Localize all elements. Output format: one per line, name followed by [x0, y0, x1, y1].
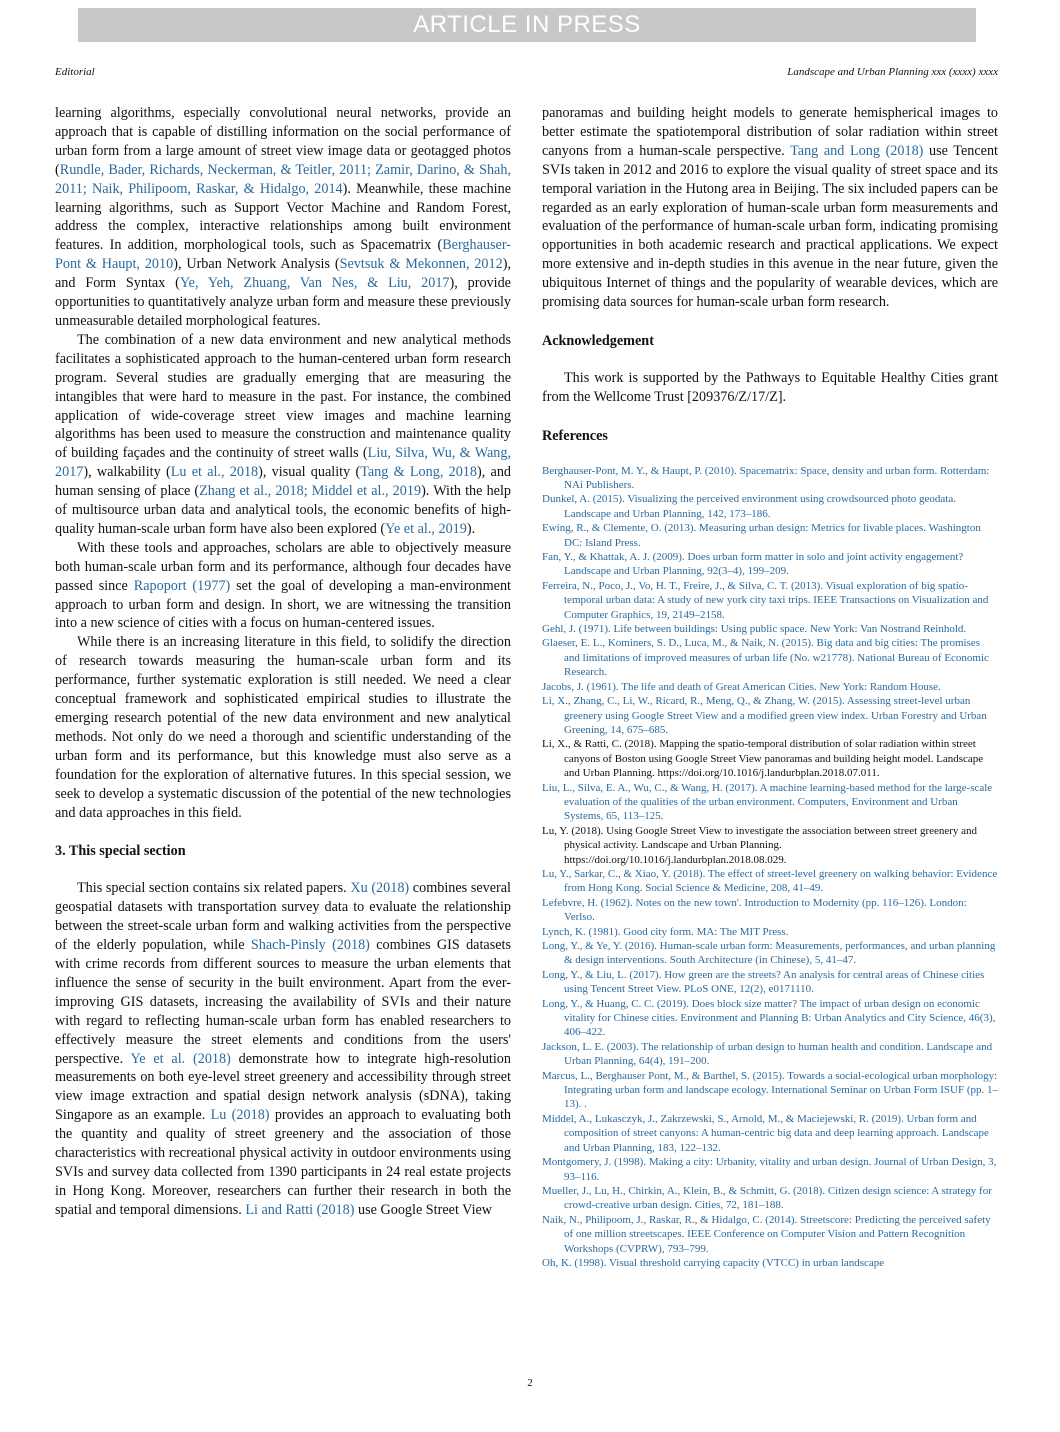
- text-run: This special section contains six related papers.: [77, 880, 351, 897]
- reference-item[interactable]: Glaeser, E. L., Kominers, S. D., Luca, M., & Naik, N. (2015). Big data and big cities: The promises and limitations of improved measures of urban life (No. w21778). National Bureau of Economic Research.: [542, 637, 989, 679]
- section-heading: 3. This special section: [55, 843, 186, 860]
- reference-item[interactable]: Berghauser-Pont, M. Y., & Haupt, P. (2010). Spacematrix: Space, density and urban form. Rotterdam: NAi Publishers.: [542, 464, 990, 491]
- reference-item: Li, X., & Ratti, C. (2018). Mapping the spatio-temporal distribution of solar radiation within street canyons of Boston using Google Street View panoramas and building height model. Landscape and Urban Planning. https://doi.org/10.1016/j.landurbplan.2018.07.011.: [542, 738, 984, 780]
- page-number: 2: [527, 1377, 533, 1389]
- reference-item[interactable]: Jackson, L. E. (2003). The relationship of urban design to human health and condition. Landscape and Urban Planning, 64(4), 191–200.: [542, 1040, 993, 1068]
- article-in-press-banner: ARTICLE IN PRESS: [78, 8, 976, 42]
- left-column: [55, 104, 511, 1220]
- reference-item[interactable]: Lefebvre, H. (1962). Notes on the new town'. Introduction to Modernity (pp. 116–126). London: Verlso.: [542, 896, 967, 924]
- text-run: ), and human sensing of place (: [55, 464, 512, 500]
- citation-link[interactable]: Tang and Long (2018): [790, 142, 924, 159]
- text-run: ), Urban Network Analysis (: [173, 256, 340, 273]
- text-run: panoramas and building height models to generate hemispherical images to better estimate the spatiotemporal distribution of solar radiation within street canyons from a human-scale perspective.: [542, 105, 998, 159]
- text-run: ), provide opportunities to quantitatively analyze urban form and measure these previously unmeasurable detailed morphological features.: [55, 275, 511, 329]
- reference-list: [542, 464, 998, 1271]
- text-run: The combination of a new data environment and new analytical methods facilitates a sophisticated approach to the human-centered urban form research program. Several studies are gradually emerging that are measuring the intangibles that were hard to measure in the past. For instance, the combined application of wide-coverage street view images and machine learning algorithms has been used to measure the construction and maintenance quality of building façades and the continuity of street walls (: [55, 331, 511, 462]
- citation-link[interactable]: Rapoport (1977): [133, 577, 231, 594]
- reference-item[interactable]: Lu, Y., Sarkar, C., & Xiao, Y. (2018). The effect of street-level greenery on walking behavior: Evidence from Hong Kong. Social Science & Medicine, 208, 41–49.: [542, 867, 998, 895]
- text-run: ), walkability (: [83, 464, 171, 481]
- reference-item[interactable]: Middel, A., Lukasczyk, J., Zakrzewski, S., Arnold, M., & Maciejewski, R. (2019). Urban form and composition of street canyons: A human-centric big data and deep learning approach. Landscape and Urban Planning, 183, 122–132.: [542, 1112, 989, 1154]
- reference-item[interactable]: Oh, K. (1998). Visual threshold carrying capacity (VTCC) in urban landscape: [542, 1256, 885, 1269]
- reference-item[interactable]: Gehl, J. (1971). Life between buildings: Using public space. New York: Van Nostrand Reinhold.: [542, 623, 967, 636]
- text-run: learning algorithms, especially convolutional neural networks, provide an approach that is capable of distilling information on the social performance of urban form from a large amount of street view image data or geotagged photos (: [55, 105, 511, 178]
- citation-link[interactable]: Liu, Silva, Wu, & Wang, 2017: [55, 445, 511, 481]
- citation-link[interactable]: Berghauser-Pont & Haupt, 2010: [55, 237, 511, 273]
- paragraph: [55, 331, 511, 539]
- text-run: use Google Street View: [354, 1201, 493, 1218]
- reference-item: Lu, Y. (2018). Using Google Street View to investigate the association between street greenery and physical activity. Landscape and Urban Planning. https://doi.org/10.1016/j.landurbplan.2018.08.029.: [542, 824, 978, 866]
- reference-item[interactable]: Liu, L., Silva, E. A., Wu, C., & Wang, H. (2017). A machine learning-based method for the large-scale evaluation of the qualities of the urban environment. Computers, Environment and Urban Systems, 65, 113–125.: [542, 781, 993, 823]
- reference-item[interactable]: Mueller, J., Lu, H., Chirkin, A., Klein, B., & Schmitt, G. (2018). Citizen design science: A strategy for crowd-creative urban design. Cities, 72, 181–188.: [542, 1184, 992, 1212]
- text-run: combines several geospatial datasets with transportation survey data to evaluate the relationship between the street-scale urban form and walking activities from the perspective of the elderly population, while: [55, 880, 511, 954]
- references-heading: References: [542, 427, 608, 444]
- citation-link[interactable]: Shach-Pinsly (2018): [250, 937, 370, 954]
- reference-item[interactable]: Jacobs, J. (1961). The life and death of Great American Cities. New York: Random House.: [542, 680, 941, 693]
- text-run: ).: [466, 520, 476, 537]
- running-head-right: Landscape and Urban Planning xxx (xxxx) xxxx: [787, 66, 998, 78]
- reference-item[interactable]: Long, Y., & Ye, Y. (2016). Human-scale urban form: Measurements, performances, and urban planning & design interventions. South Architecture (in Chinese), 5, 41–47.: [542, 940, 996, 967]
- right-column: [542, 104, 998, 1270]
- citation-link[interactable]: Ye, Yeh, Zhuang, Van Nes, & Liu, 2017: [179, 275, 450, 292]
- citation-link[interactable]: Rundle, Bader, Richards, Neckerman, & Teitler, 2011; Zamir, Darino, & Shah, 2011; Naik, Philipoom, Raskar, & Hidalgo, 2014: [55, 161, 511, 197]
- reference-item[interactable]: Long, Y., & Liu, L. (2017). How green are the streets? An analysis for central areas of Chinese cities using Tencent Street View. PLoS ONE, 12(2), e0171110.: [542, 968, 985, 996]
- citation-link[interactable]: Tang & Long, 2018: [360, 464, 477, 481]
- citation-link[interactable]: Xu (2018): [350, 880, 410, 897]
- paragraph: [55, 879, 511, 1219]
- paragraph: [542, 104, 998, 312]
- reference-item[interactable]: Long, Y., & Huang, C. C. (2019). Does block size matter? The impact of urban design on economic vitality for Chinese cities. Environment and Planning B: Urban Analytics and City Science, 46(3), 406–422.: [542, 997, 996, 1039]
- citation-link[interactable]: Ye et al. (2018): [130, 1050, 231, 1067]
- text-run: With these tools and approaches, scholars are able to objectively measure both human-scale urban form and its performance, although four decades have passed since: [55, 539, 511, 594]
- text-run: set the goal of developing a man-environment approach to urban form and design. In short, we are witnessing the transition into a new science of cities with a focus on human-centered issues.: [55, 577, 511, 632]
- paragraph: [55, 633, 511, 822]
- paragraph: [55, 104, 511, 331]
- reference-item[interactable]: Lynch, K. (1981). Good city form. MA: The MIT Press.: [542, 925, 789, 938]
- text-run: ), and Form Syntax (: [55, 256, 511, 292]
- citation-link[interactable]: Zhang et al., 2018; Middel et al., 2019: [199, 483, 422, 500]
- text-run: ). With the help of multisource urban data and analytical tools, the economic benefits of high-quality human-scale urban form have also been explored (: [55, 483, 512, 537]
- acknowledgement-text: This work is supported by the Pathways to Equitable Healthy Cities grant from the Wellcome Trust [209376/Z/17/Z].: [542, 369, 998, 405]
- text-run: While there is an increasing literature in this field, to solidify the direction of research towards measuring the human-scale urban form and its performance, further systematic exploration is still needed. We need a clear conceptual framework and sophisticated empirical studies to illustrate the emerging research potential of the new data environment and new analytical methods. Not only do we need a thorough and scientific understanding of the urban form and its performance, but this knowledge must also serve as a foundation for the exploration of alternative futures. In this special session, we seek to develop a systematic discussion of the potential of the new technologies and data approaches in this field.: [55, 634, 511, 821]
- acknowledgement-heading: Acknowledgement: [542, 332, 654, 349]
- citation-link[interactable]: Sevtsuk & Mekonnen, 2012: [339, 256, 503, 273]
- reference-item[interactable]: Li, X., Zhang, C., Li, W., Ricard, R., Meng, Q., & Zhang, W. (2015). Assessing street-level urban greenery using Google Street View and a modified green view index. Urban Forestry and Urban Greening, 14, 675–685.: [542, 695, 987, 736]
- reference-item[interactable]: Fan, Y., & Khattak, A. J. (2009). Does urban form matter in solo and joint activity engagement? Landscape and Urban Planning, 92(3–4), 199–209.: [542, 551, 964, 578]
- reference-item[interactable]: Ferreira, N., Poco, J., Vo, H. T., Freire, J., & Silva, C. T. (2013). Visual exploration of big spatio-temporal urban data: A study of new york city taxi trips. IEEE Transactions on Visualization and Computer Graphics, 19, 2149–2158.: [542, 579, 989, 621]
- text-run: demonstrate how to integrate high-resolution measurements on both eye-level street greenery and accessibility through street view image extraction and spatial design network analysis (sDNA), taking Singapore as an example.: [55, 1050, 511, 1124]
- text-run: provides an approach to evaluating both the quantity and quality of street greenery and the association of those characteristics with recreational physical activity in outdoor environments using SVIs and survey data collected from 1390 participants in 24 real estate projects in Hong Kong. Moreover, researchers can further their research in both the spatial and temporal dimensions.: [55, 1107, 511, 1218]
- reference-item[interactable]: Montgomery, J. (1998). Making a city: Urbanity, vitality and urban design. Journal of Urban Design, 3, 93–116.: [542, 1156, 997, 1183]
- citation-link[interactable]: Lu (2018): [210, 1107, 270, 1124]
- citation-link[interactable]: Lu et al., 2018: [170, 464, 259, 481]
- text-run: ). Meanwhile, these machine learning algorithms, such as Support Vector Machine and Random Forest, address the complex, interactive relationships among built environment features. In addition, morphological tools, such as Spacematrix (: [55, 180, 511, 254]
- text-run: use Tencent SVIs taken in 2012 and 2016 to explore the visual quality of street space and its temporal variation in the Hutong area in Beijing. The six included papers can be regarded as an early exploration of human-scale urban form measurements and evaluation of the performance of human-scale urban form, indicating promising opportunities in both academic research and practical applications. We expect more extensive and in-depth studies in this avenue in the near future, given the ubiquitous Internet of things and the popularity of wearable devices, which are promising data sources for human-scale urban form research.: [542, 142, 998, 311]
- text-run: ), visual quality (: [258, 464, 361, 481]
- reference-item[interactable]: Ewing, R., & Clemente, O. (2013). Measuring urban design: Metrics for livable places. Washington DC: Island Press.: [542, 522, 981, 549]
- citation-link[interactable]: Li and Ratti (2018): [245, 1201, 355, 1218]
- citation-link[interactable]: Ye et al., 2019: [385, 520, 467, 537]
- running-head-left: Editorial: [55, 66, 95, 78]
- text-run: combines GIS datasets with crime records from different sources to measure the urban elements that influence the sense of security in the built environment. Apart from the ever-improving GIS datasets, increasing the availability of SVIs and their nature with regard to reflecting human-scale urban form has enabled researchers to effectively measure the street elements and conditions from the users' perspective.: [55, 937, 511, 1067]
- reference-item[interactable]: Dunkel, A. (2015). Visualizing the perceived environment using crowdsourced photo geodata. Landscape and Urban Planning, 142, 173–186.: [542, 493, 956, 520]
- reference-item[interactable]: Naik, N., Philipoom, J., Raskar, R., & Hidalgo, C. (2014). Streetscore: Predicting the perceived safety of one million streetscapes. IEEE Conference on Computer Vision and Pattern Recognition Workshops (CVPRW), 793–799.: [542, 1213, 991, 1255]
- reference-item[interactable]: Marcus, L., Berghauser Pont, M., & Barthel, S. (2015). Towards a social-ecological urban morphology: Integrating urban form and landscape ecology. International Seminar on Urban Form ISUF (pp. 1–13). .: [542, 1069, 998, 1111]
- paragraph: [55, 539, 511, 634]
